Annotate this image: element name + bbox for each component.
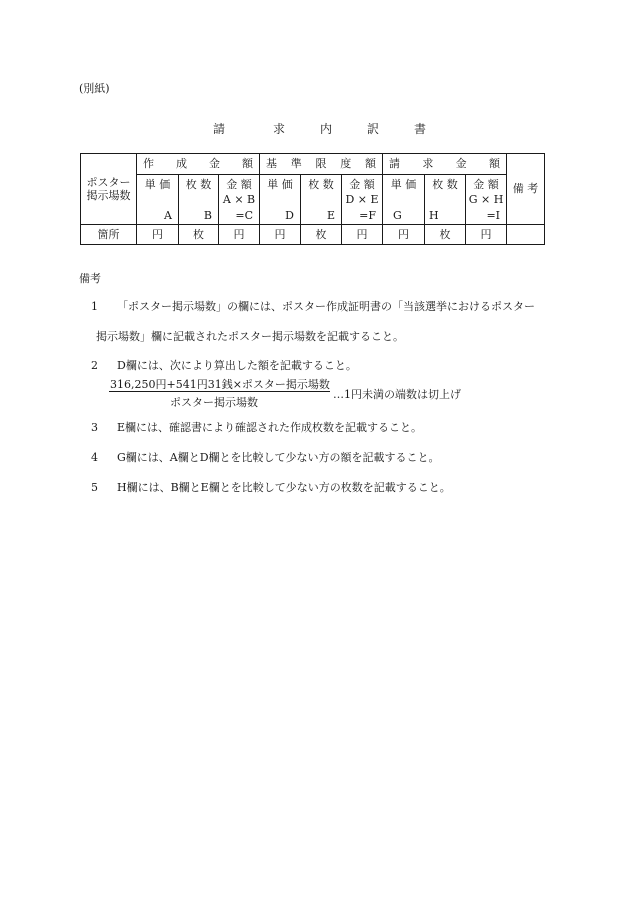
claim-breakdown-table [80,153,545,245]
unit-row [81,225,545,245]
group-header-row [81,154,545,175]
title-char: 書 [414,122,427,136]
claim-amount-header: 請 求 金 額 [383,154,507,175]
sub-header-row [81,175,545,225]
note-4: 4 G欄には、A欄とD欄とを比較して少ない方の額を記載すること。 [91,451,440,464]
fraction-bar [109,391,330,392]
note-2: 2 D欄には、次により算出した額を記載すること。 [91,359,357,372]
unit-price-d-header: 単 価 D [260,175,301,225]
yen-unit: 円 [342,225,383,245]
count-b-header: 枚 数 B [179,175,219,225]
formula-numerator: 316,250円+541円31銭×ポスター掲示場数 [110,378,330,391]
sheets-unit: 枚 [425,225,466,245]
amount-i-header: 金 額 G × H =I [466,175,507,225]
yen-unit: 円 [137,225,179,245]
yen-unit: 円 [466,225,507,245]
document-title [213,120,428,137]
amount-c-header: 金 額 A × B =C [219,175,260,225]
yen-unit: 円 [219,225,260,245]
note-1: 1 「ポスター掲示場数」の欄には、ポスター作成証明書の「当該選挙におけるポスター [91,300,535,313]
remarks-header: 備 考 [507,154,545,225]
rounding-note: …1円未満の端数は切上げ [333,388,461,401]
unit-price-g-header: 単 価 G [383,175,425,225]
sheets-unit: 枚 [301,225,342,245]
attachment-label: (別紙) [79,82,110,95]
amount-f-header: 金 額 D × E =F [342,175,383,225]
note-3: 3 E欄には、確認書により確認された作成枚数を記載すること。 [91,421,423,434]
yen-unit: 円 [383,225,425,245]
poster-sites-header: ポスター 掲示場数 [81,154,137,225]
standard-limit-header: 基 準 限 度 額 [260,154,383,175]
title-char: 請 [213,122,226,136]
sheets-unit: 枚 [179,225,219,245]
title-char: 訳 [367,122,380,136]
title-char: 求 [273,122,286,136]
remarks-cell [507,225,545,245]
production-amount-header: 作 成 金 額 [137,154,260,175]
yen-unit: 円 [260,225,301,245]
count-e-header: 枚 数 E [301,175,342,225]
note-1-continuation: 掲示場数」欄に記載されたポスター掲示場数を記載すること。 [96,330,404,343]
places-unit: 箇所 [81,225,137,245]
notes-heading: 備考 [79,272,101,285]
unit-price-a-header: 単 価 A [137,175,179,225]
formula-denominator: ポスター掲示場数 [170,396,258,409]
title-char: 内 [320,122,333,136]
count-h-header: 枚 数 H [425,175,466,225]
note-5: 5 H欄には、B欄とE欄とを比較して少ない方の枚数を記載すること。 [91,481,451,494]
